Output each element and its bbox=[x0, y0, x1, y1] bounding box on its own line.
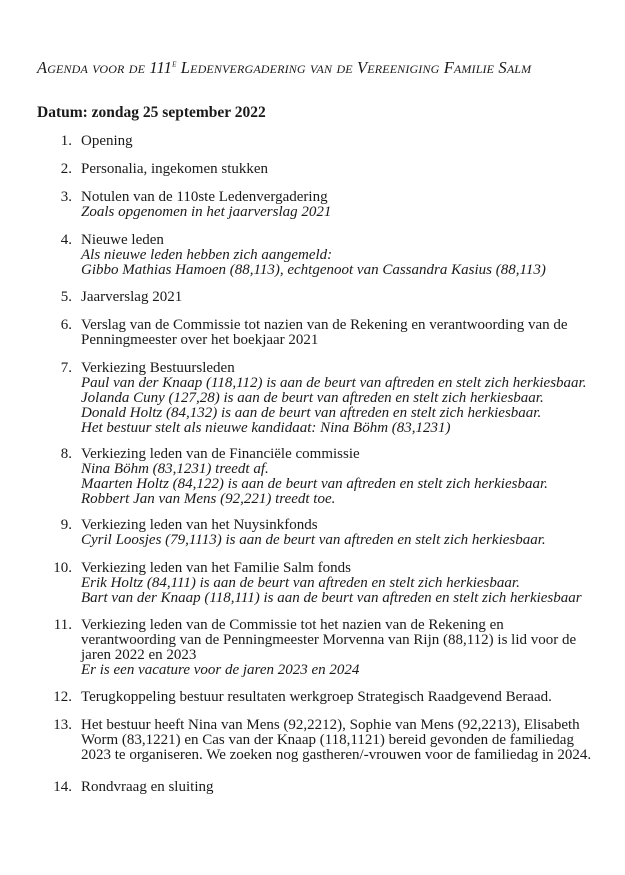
agenda-item-body bbox=[81, 780, 601, 795]
agenda-item-note: Jolanda Cuny (127,28) is aan de beurt van aftreden en stelt zich herkiesbaar. bbox=[81, 390, 544, 406]
agenda-item-text: Het bestuur heeft Nina van Mens (92,2212), Sophie van Mens (92,2213), Elisabeth bbox=[81, 717, 580, 733]
agenda-item-text: Jaarverslag 2021 bbox=[81, 289, 183, 305]
agenda-item-number: 7. bbox=[60, 360, 72, 376]
agenda-item-body bbox=[81, 162, 601, 177]
agenda-item-note: Robbert Jan van Mens (92,221) treedt toe. bbox=[81, 491, 336, 507]
agenda-item-number: 11. bbox=[53, 617, 72, 633]
agenda-item-number: 2. bbox=[60, 161, 72, 177]
agenda-item-body bbox=[81, 233, 601, 278]
agenda-item-number: 10. bbox=[53, 560, 72, 576]
agenda-item-text: Verkiezing leden van het Nuysinkfonds bbox=[81, 517, 318, 533]
agenda-item-text: jaren 2022 en 2023 bbox=[81, 647, 197, 663]
agenda-item-number: 14. bbox=[53, 779, 72, 795]
title-prefix: Agenda voor de 111 bbox=[37, 58, 173, 77]
agenda-item-body bbox=[81, 561, 601, 606]
agenda-item-body bbox=[81, 134, 601, 149]
agenda-item-body bbox=[81, 290, 601, 305]
agenda-item-number: 4. bbox=[60, 232, 72, 248]
agenda-item-note: Het bestuur stelt als nieuwe kandidaat: Nina Böhm (83,1231) bbox=[81, 420, 451, 436]
agenda-item-text: Rondvraag en sluiting bbox=[81, 779, 214, 795]
agenda-item-note: Er is een vacature voor de jaren 2023 en 2024 bbox=[81, 662, 360, 678]
agenda-item-text: Worm (83,1221) en Cas van der Knaap (118,1121) bereid gevonden de familiedag bbox=[81, 732, 574, 748]
agenda-item-note: Nina Böhm (83,1231) treedt af. bbox=[81, 461, 269, 477]
title-suffix: Ledenvergadering van de Vereeniging Familie Salm bbox=[176, 58, 532, 77]
agenda-item-note: Maarten Holtz (84,122) is aan de beurt van aftreden en stelt zich herkiesbaar. bbox=[81, 476, 548, 492]
agenda-item-note: Als nieuwe leden hebben zich aangemeld: bbox=[81, 247, 333, 263]
agenda-item-body bbox=[81, 518, 601, 548]
agenda-item-text: Personalia, ingekomen stukken bbox=[81, 161, 269, 177]
agenda-item-text: Verkiezing leden van het Familie Salm fonds bbox=[81, 560, 351, 576]
agenda-item-text: Terugkoppeling bestuur resultaten werkgroep Strategisch Raadgevend Beraad. bbox=[81, 689, 552, 705]
agenda-item-note: Gibbo Mathias Hamoen (88,113), echtgenoot van Cassandra Kasius (88,113) bbox=[81, 262, 546, 278]
agenda-item-number: 3. bbox=[60, 189, 72, 205]
agenda-item-body bbox=[81, 190, 601, 220]
agenda-item-number: 8. bbox=[60, 446, 72, 462]
agenda-item-number: 6. bbox=[60, 317, 72, 333]
agenda-item-note: Donald Holtz (84,132) is aan de beurt van aftreden en stelt zich herkiesbaar. bbox=[81, 405, 542, 421]
agenda-item-text: Nieuwe leden bbox=[81, 232, 164, 248]
agenda-item-note: Paul van der Knaap (118,112) is aan de beurt van aftreden en stelt zich herkiesbaar. bbox=[81, 375, 587, 391]
agenda-item-body bbox=[81, 690, 601, 705]
agenda-item-number: 13. bbox=[53, 717, 72, 733]
agenda-item-body bbox=[81, 447, 601, 507]
agenda-item-text: verantwoording van de Penningmeester Morvenna van Rijn (88,112) is lid voor de bbox=[81, 632, 577, 648]
meeting-date: Datum: zondag 25 september 2022 bbox=[37, 104, 266, 121]
agenda-item-body bbox=[81, 718, 601, 763]
agenda-item-text: 2023 te organiseren. We zoeken nog gastheren/-vrouwen voor de familiedag in 2024. bbox=[81, 747, 592, 763]
agenda-item-note: Erik Holtz (84,111) is aan de beurt van aftreden en stelt zich herkiesbaar. bbox=[81, 575, 520, 591]
agenda-item-text: Notulen van de 110ste Ledenvergadering bbox=[81, 189, 328, 205]
agenda-item-number: 1. bbox=[60, 133, 72, 149]
agenda-item-text: Verkiezing leden van de Commissie tot het nazien van de Rekening en bbox=[81, 617, 504, 633]
agenda-item-body bbox=[81, 618, 601, 678]
agenda-item-note: Cyril Loosjes (79,1113) is aan de beurt van aftreden en stelt zich herkiesbaar. bbox=[81, 532, 546, 548]
agenda-item-note: Bart van der Knaap (118,111) is aan de beurt van aftreden en stelt zich herkiesbaar bbox=[81, 590, 582, 606]
agenda-item-text: Opening bbox=[81, 133, 133, 149]
agenda-item-text: Verkiezing leden van de Financiële commissie bbox=[81, 446, 360, 462]
agenda-item-body bbox=[81, 361, 601, 436]
title-superscript: e bbox=[172, 58, 177, 70]
agenda-item-number: 12. bbox=[53, 689, 72, 705]
agenda-item-text: Verkiezing Bestuursleden bbox=[81, 360, 235, 376]
agenda-item-text: Penningmeester over het boekjaar 2021 bbox=[81, 332, 319, 348]
agenda-item-body bbox=[81, 318, 601, 348]
agenda-item-number: 5. bbox=[60, 289, 72, 305]
agenda-item-number: 9. bbox=[60, 517, 72, 533]
agenda-title bbox=[37, 58, 607, 78]
agenda-item-text: Verslag van de Commissie tot nazien van de Rekening en verantwoording van de bbox=[81, 317, 568, 333]
agenda-item-note: Zoals opgenomen in het jaarverslag 2021 bbox=[81, 204, 332, 220]
